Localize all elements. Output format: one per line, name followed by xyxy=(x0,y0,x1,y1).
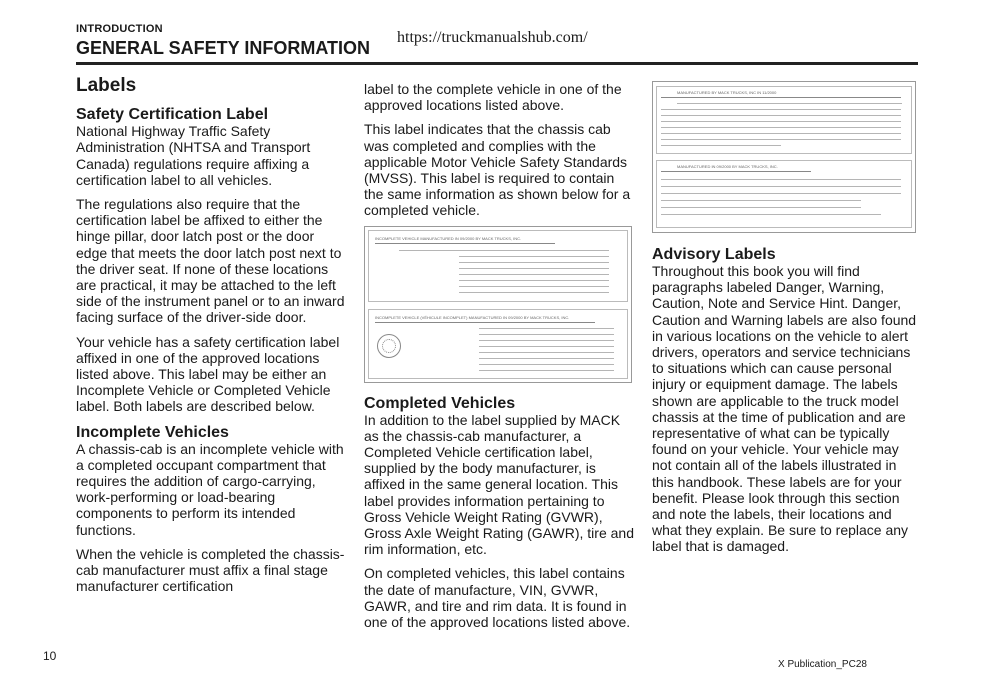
incomplete-vehicles-heading: Incomplete Vehicles xyxy=(76,423,229,441)
completed-label-top xyxy=(656,86,912,154)
publication-id: X Publication_PC28 xyxy=(778,659,867,670)
paragraph: The regulations also require that the certification label be affixed to either the hinge pillar, door latch post or the door edge that meets the door latch post next to the driver seat. If none of these locations are practical, it may be attached to the left side of the instrument panel or to an inward facing surface of the driver-side door. xyxy=(76,196,345,326)
column-1 xyxy=(76,75,346,602)
section-label: INTRODUCTION xyxy=(76,23,163,35)
safety-certification-heading: Safety Certification Label xyxy=(76,106,269,124)
incomplete-vehicle-label-image xyxy=(364,226,632,383)
label-caption: INCOMPLETE VEHICLE MANUFACTURED IN 09/2000 BY MACK TRUCKS, INC. xyxy=(375,236,522,241)
label-caption: INCOMPLETE VEHICLE (VÉHICULE INCOMPLET) MANUFACTURED IN 09/2000 BY MACK TRUCKS, INC. xyxy=(375,315,570,320)
paragraph: In addition to the label supplied by MACK as the chassis-cab manufacturer, a Completed Vehicle certification label, supplied by the body manufacturer, is affixed in the same general location. This label provides information pertaining to Gross Vehicle Weight Rating (GVWR), Gross Axle Weight Rating (GAWR), tire and rim information, etc. xyxy=(364,411,634,558)
label-caption: MANUFACTURED IN 09/2000 BY MACK TRUCKS, INC. xyxy=(677,164,778,169)
paragraph: A chassis-cab is an incomplete vehicle with a completed occupant compartment that requires the addition of cargo-carrying, work-performing or load-bearing components to perform its intended functions. xyxy=(76,440,344,538)
incomplete-label-bottom xyxy=(368,309,628,379)
label-caption: MANUFACTURED BY MACK TRUCKS, INC IN 11/2000 xyxy=(677,90,777,95)
certification-seal-icon xyxy=(377,334,401,358)
completed-vehicle-label-image xyxy=(652,81,916,233)
page-number: 10 xyxy=(43,649,57,663)
paragraph: Your vehicle has a safety certification label affixed in one of the approved locations listed above. This label may be either an Incomplete Vehicle or Completed Vehicle label. Both labels are described below. xyxy=(76,333,340,415)
paragraph: On completed vehicles, this label contains the date of manufacture, VIN, GVWR, GAWR, and tire and rim data. It is found in one of the approved locations listed above. xyxy=(364,565,631,631)
incomplete-label-top xyxy=(368,230,628,302)
column-3 xyxy=(652,246,918,563)
labels-heading: Labels xyxy=(76,75,137,96)
header-rule xyxy=(76,62,918,65)
completed-label-bottom xyxy=(656,160,912,228)
source-url[interactable]: https://truckmanualshub.com/ xyxy=(397,29,588,46)
paragraph: National Highway Traffic Safety Administration (NHTSA and Transport Canada) regulations require affixing a certification label to all vehicles. xyxy=(76,123,311,188)
paragraph: Throughout this book you will find paragraphs labeled Danger, Warning, Caution, Note and Service Hint. Danger, Caution and Warning labels are also found in various locations on the vehicle to alert drivers, operators and service technicians to situations which can cause personal injury or equipment damage. The labels shown are applicable to the truck model chassis at the time of publication and are representative of what can be typically found on your vehicle. Your vehicle may not contain all of the labels illustrated in this handbook. These labels are for your benefit. Please look through this section and note the labels, their locations and what they explain. Be sure to replace any label that is damaged. xyxy=(652,263,917,555)
page-title: GENERAL SAFETY INFORMATION xyxy=(76,38,371,58)
advisory-labels-heading: Advisory Labels xyxy=(652,246,776,263)
paragraph: When the vehicle is completed the chassis-cab manufacturer must affix a final stage manufacturer certification xyxy=(76,545,345,595)
paragraph: label to the complete vehicle in one of the approved locations listed above. xyxy=(364,81,622,114)
paragraph: This label indicates that the chassis cab was completed and complies with the applicable Motor Vehicle Safety Standards (MVSS). This label is required to contain the same information as shown below for a completed vehicle. xyxy=(364,121,631,219)
completed-vehicles-heading: Completed Vehicles xyxy=(364,394,516,412)
